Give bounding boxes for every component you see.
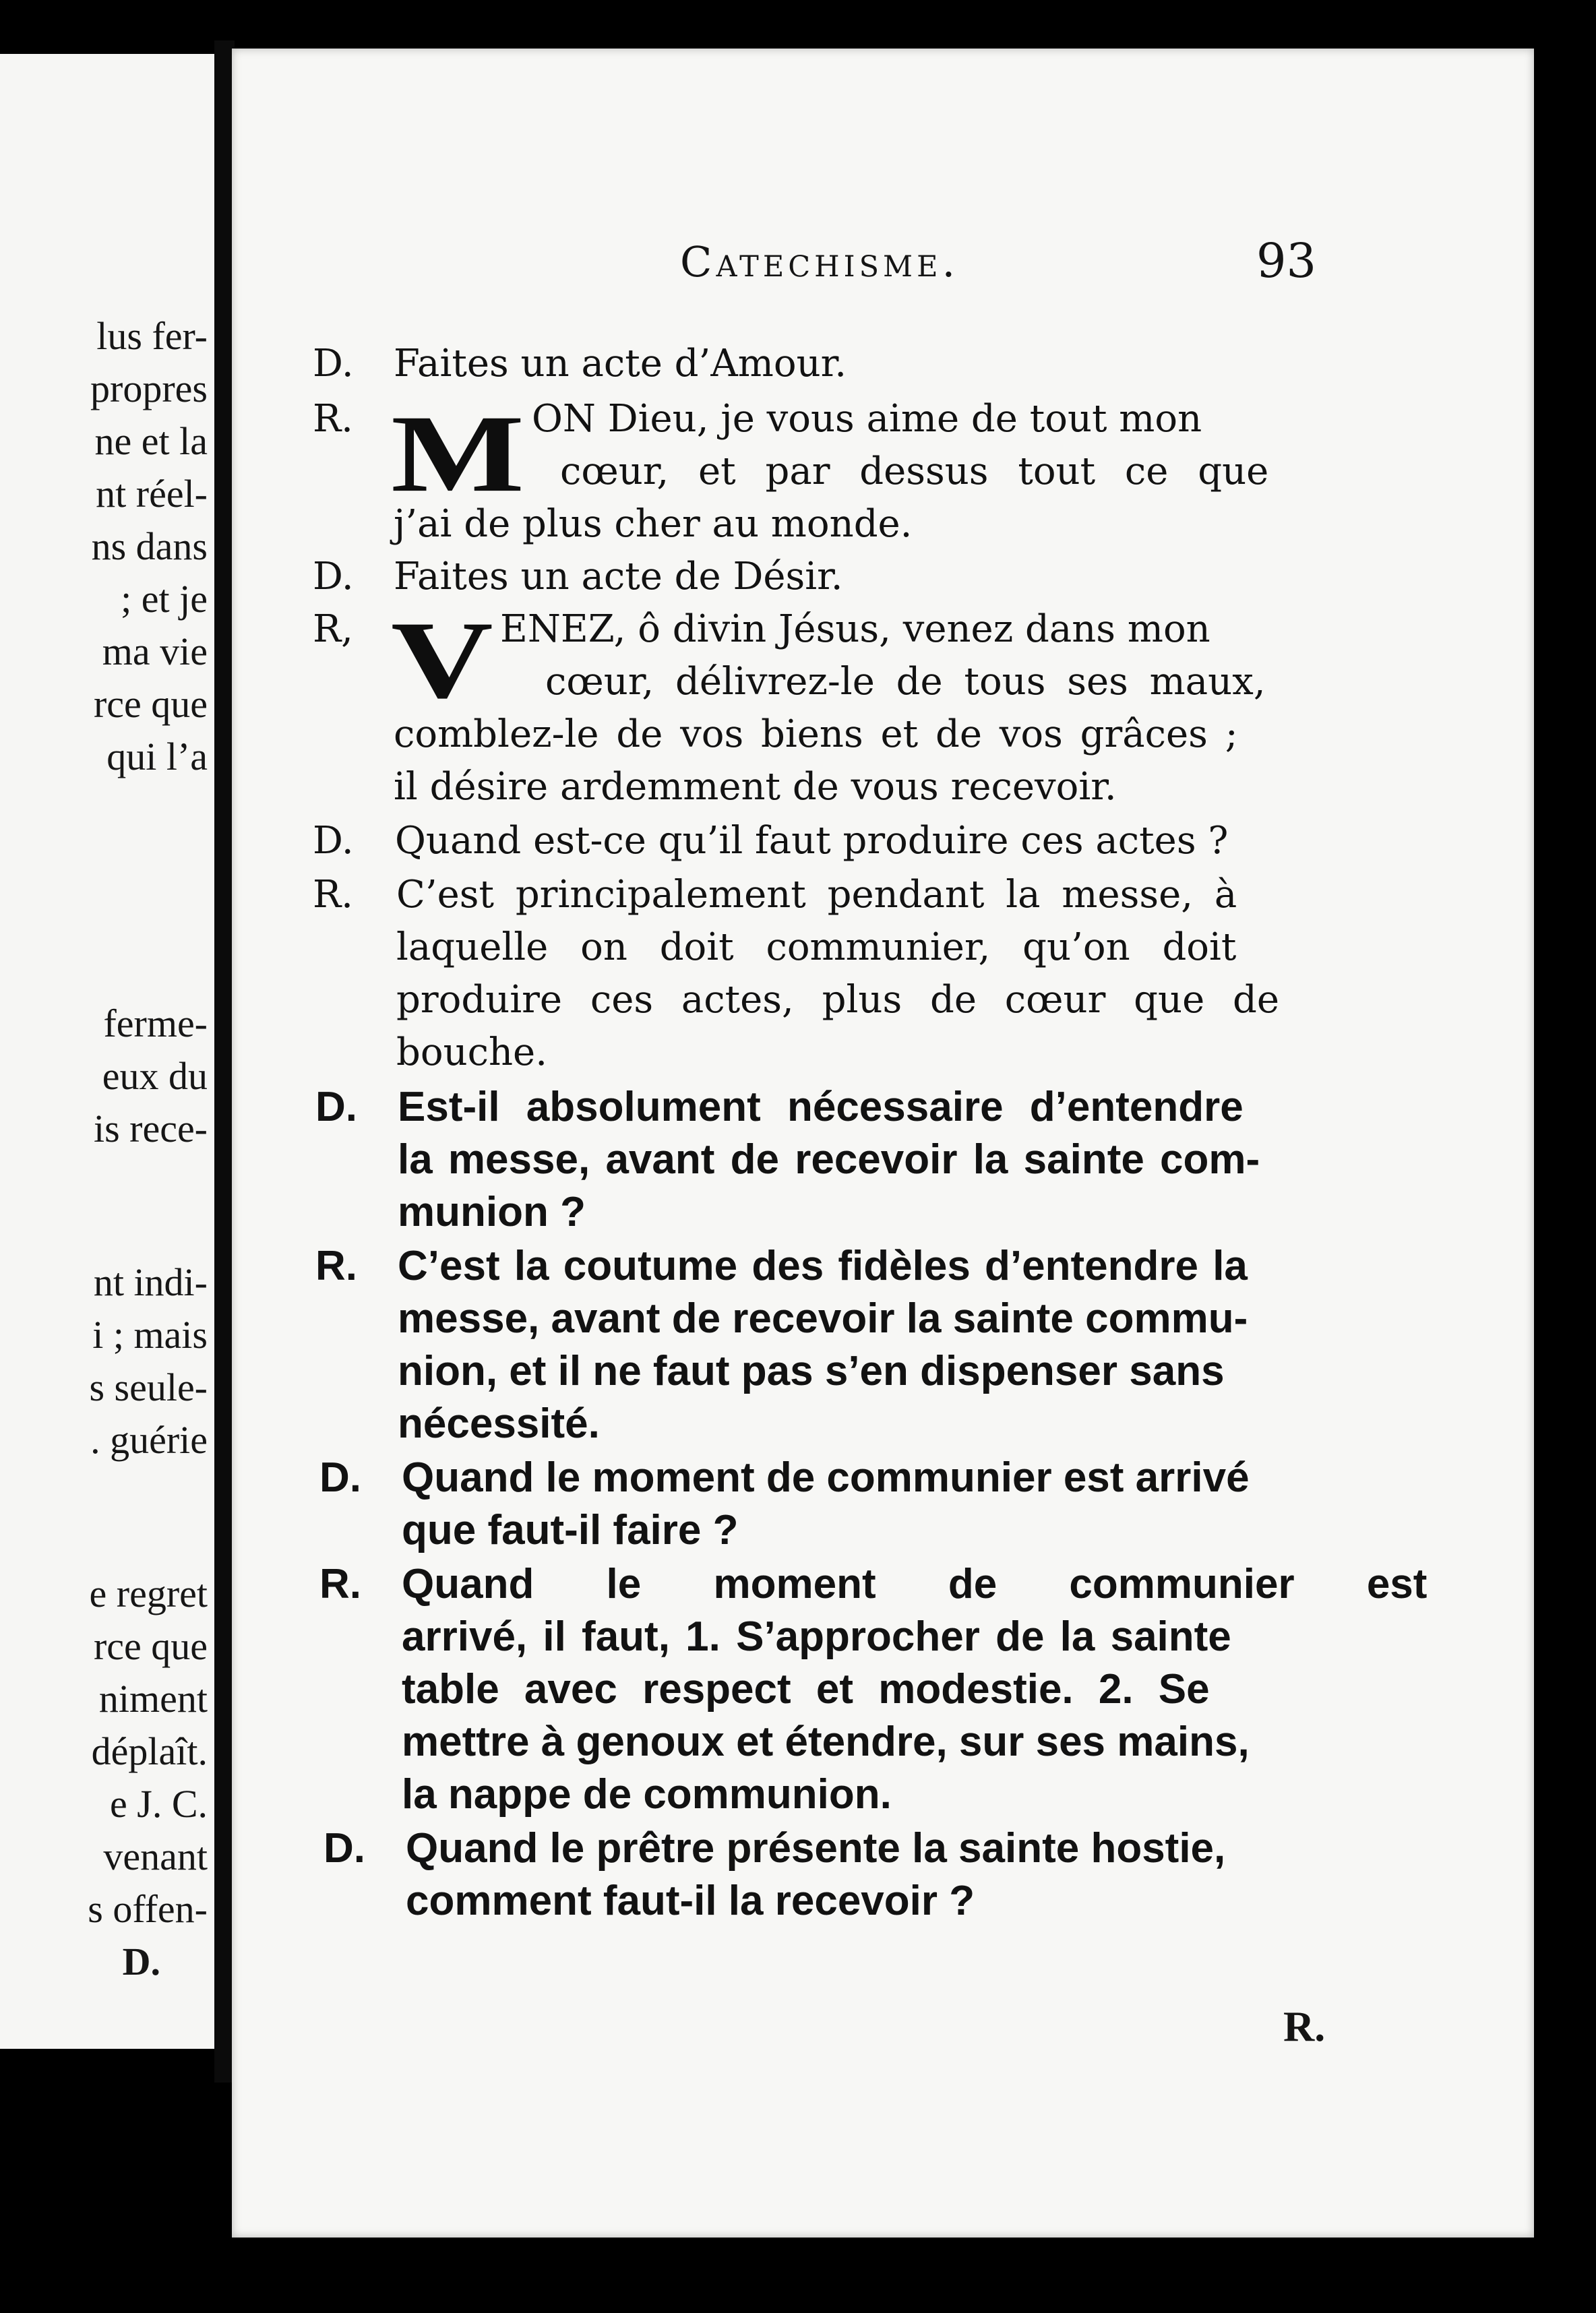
facing-page-line: nt indi- [93,1260,208,1304]
answer-line: il désire ardemment de vous recevoir. [394,765,1117,809]
facing-page-line: e regret [89,1572,208,1615]
drop-capital: M [391,392,525,516]
book-page [232,49,1534,2238]
facing-page-line: ferme- [103,1001,208,1045]
answer-line: cœur, et par dessus tout ce que [560,450,1269,493]
answer-label: R, [313,607,353,651]
facing-page-line: s offen- [88,1887,208,1931]
facing-page-line: lus fer- [96,314,208,358]
answer-line: C’est principalement pendant la messe, à [396,873,1237,917]
facing-page-line: ns dans [91,524,208,568]
facing-page-line: e J. C. [110,1782,208,1826]
answer-line: nion, et il ne faut pas s’en dispenser sans [398,1348,1225,1394]
question-label: D. [313,555,354,598]
facing-page-line: qui l’a [106,735,208,778]
facing-page-line: nt réel- [96,472,208,516]
facing-page [0,54,214,2049]
question-label: D. [319,1454,361,1501]
facing-page-line: s seule- [89,1365,208,1409]
question-line: Est-il absolument nécessaire d’entendre [398,1084,1244,1130]
answer-label: R. [319,1561,361,1607]
answer-line: arrivé, il faut, 1. S’approcher de la sainte [402,1613,1231,1660]
facing-page-line: D. [122,1940,160,1983]
answer-line: comblez-le de vos biens et de vos grâces ; [394,712,1238,756]
question-label: D. [324,1825,365,1872]
answer-line: ON Dieu, je vous aime de tout mon [532,397,1202,441]
facing-page-line: venant [103,1834,208,1878]
facing-page-line: eux du [102,1054,208,1098]
question-label: D. [313,819,354,863]
question-line: Quand le moment de communier est arrivé [402,1454,1250,1501]
answer-line: j’ai de plus cher au monde. [394,502,913,546]
answer-line: ENEZ, ô divin Jésus, venez dans mon [500,607,1210,651]
answer-line: nécessité. [398,1400,600,1447]
facing-page-line: ne et la [94,419,208,463]
facing-page-line: propres [90,367,208,410]
page-number: 93 [1256,233,1317,288]
answer-line: laquelle on doit communier, qu’on doit [396,925,1237,969]
drop-capital: V [391,598,493,722]
answer-line: bouche. [396,1030,547,1074]
question-label: D. [313,342,354,386]
facing-page-line: is rece- [93,1107,208,1150]
facing-page-line: niment [98,1677,208,1721]
answer-label: R. [315,1243,357,1289]
facing-page-line: ; et je [121,577,208,621]
answer-line: messe, avant de recevoir la sainte commu- [398,1295,1248,1342]
answer-line: cœur, délivrez-le de tous ses maux, [545,660,1266,704]
facing-page-line: ma vie [102,629,208,673]
question-line: Quand le prêtre présente la sainte hostie, [406,1825,1226,1872]
answer-line: table avec respect et modestie. 2. Se [402,1666,1210,1713]
question-line: munion ? [398,1189,586,1235]
question-line: Quand est-ce qu’il faut produire ces actes ? [395,819,1229,863]
running-head: Catechisme. [680,237,960,286]
question-line: Faites un acte de Désir. [394,555,843,598]
question-line: que faut-il faire ? [402,1507,739,1553]
catchword: R. [1283,2002,1326,2050]
question-line: comment faut-il la recevoir ? [406,1878,975,1924]
facing-page-line: déplaît. [91,1729,208,1773]
answer-line: Quand le moment de communier est [402,1561,1428,1607]
question-line: Faites un acte d’Amour. [394,342,847,386]
answer-line: mettre à genoux et étendre, sur ses mains, [402,1719,1250,1765]
question-label: D. [315,1084,357,1130]
answer-line: produire ces actes, plus de cœur que de [396,978,1280,1022]
answer-label: R. [313,397,353,441]
facing-page-line: i ; mais [92,1313,208,1357]
facing-page-line: rce que [93,682,208,726]
facing-page-line: . guérie [90,1418,208,1462]
question-line: la messe, avant de recevoir la sainte com- [398,1136,1260,1183]
answer-line: la nappe de communion. [402,1771,892,1818]
facing-page-line: rce que [93,1624,208,1668]
answer-line: C’est la coutume des fidèles d’entendre la [398,1243,1248,1289]
answer-label: R. [313,873,353,917]
